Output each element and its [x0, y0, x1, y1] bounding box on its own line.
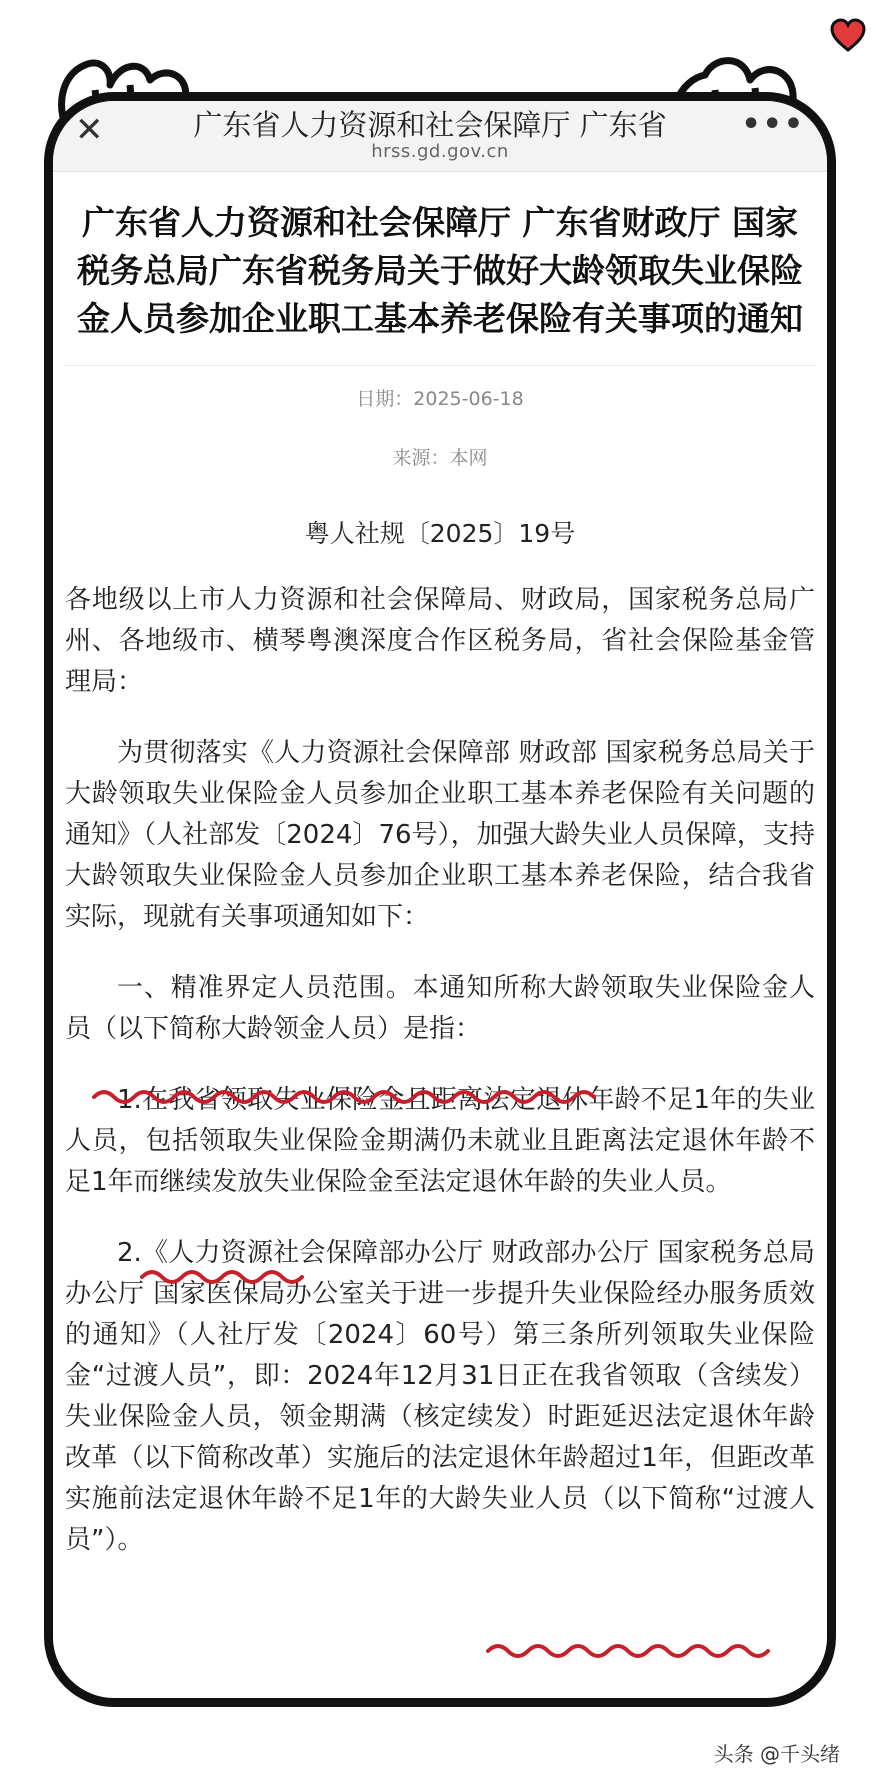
watermark: 头条 @千头绪	[713, 1742, 840, 1766]
article-date: 日期：2025-06-18	[356, 388, 524, 410]
section-1-paragraph: 一、精准界定人员范围。本通知所称大龄领取失业保险金人员（以下简称大龄领金人员）是指：	[65, 973, 815, 1044]
item-2-paragraph: 2.《人力资源社会保障部办公厅 财政部办公厅 国家税务总局办公厅 国家医保局办公室关于进一步提升失业保险经办服务质效的通知》（人社厅发〔2024〕60号）第三条所列领取失业保险金“过渡人员”，即：2024年12月31日正在我省领取（含续发）失业保险金人员，领金期满（核定续发）时距延迟法定退休年龄改革（以下简称改革）实施后的法定退休年龄超过1年，但距改革实施前法定退休年龄不足1年的大龄失业人员（以下简称“过渡人员”）。	[65, 1238, 815, 1555]
article-source: 来源：本网	[392, 447, 488, 469]
article-title: 广东省人力资源和社会保障厅 广东省财政厅 国家税务总局广东省税务局关于做好大龄领取失业保险金人员参加企业职工基本养老保险有关事项的通知	[77, 203, 803, 338]
item-1-paragraph: 1.在我省领取失业保险金且距离法定退休年龄不足1年的失业人员，包括领取失业保险金期满仍未就业且距离法定退休年龄不足1年而继续发放失业保险金至法定退休年龄的失业人员。	[65, 1085, 815, 1197]
browser-top-bar	[53, 101, 827, 172]
squiggle-underline-2	[140, 1266, 310, 1288]
intro-paragraph: 为贯彻落实《人力资源社会保障部 财政部 国家税务总局关于大龄领取失业保险金人员参加企业职工基本养老保险有关问题的通知》（人社部发〔2024〕76号），加强大龄失业人员保障，支持大龄领取失业保险金人员参加企业职工基本养老保险，结合我省实际，现就有关事项通知如下：	[65, 738, 815, 932]
browser-page-title: 广东省人力资源和社会保障厅 广东省	[193, 108, 667, 142]
addressees-paragraph: 各地级以上市人力资源和社会保障局、财政局，国家税务总局广州、各地级市、横琴粤澳深度合作区税务局，省社会保险基金管理局：	[65, 585, 815, 697]
more-icon[interactable]: •••	[741, 107, 805, 142]
heart-icon	[828, 16, 868, 56]
browser-domain: hrss.gd.gov.cn	[371, 141, 509, 162]
divider	[63, 365, 817, 366]
squiggle-underline-1	[92, 1086, 612, 1108]
squiggle-underline-3	[486, 1640, 786, 1662]
phone-frame	[44, 92, 836, 1707]
document-number: 粤人社规〔2025〕19号	[304, 519, 576, 548]
close-icon[interactable]: ✕	[75, 110, 104, 150]
article-content	[53, 171, 827, 1561]
